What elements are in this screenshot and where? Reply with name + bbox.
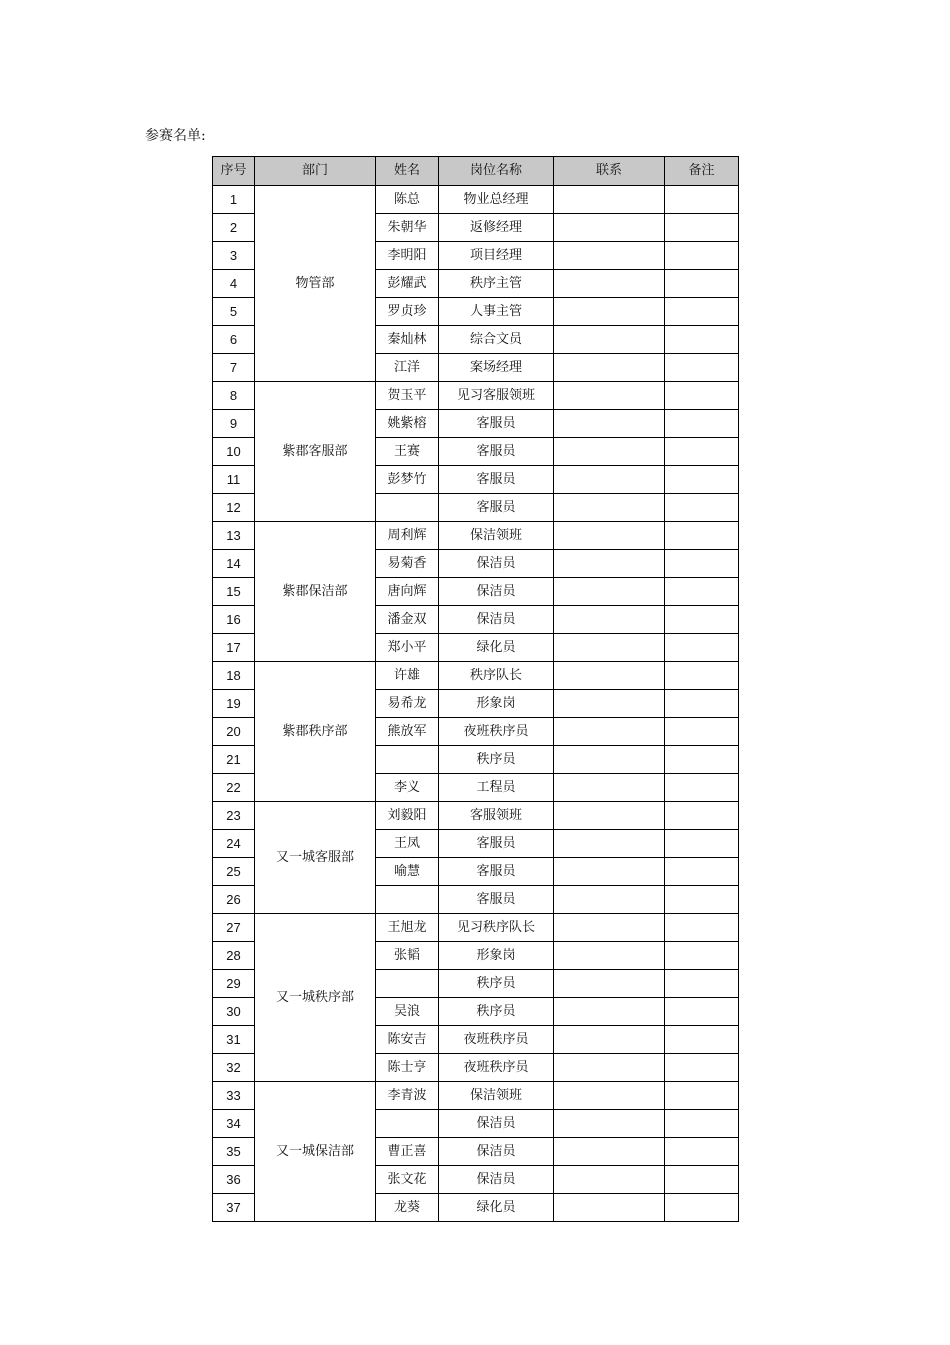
contact-cell bbox=[554, 242, 665, 270]
row-number: 37 bbox=[213, 1194, 255, 1222]
name-cell: 许雄 bbox=[376, 662, 439, 690]
remarks-cell bbox=[665, 270, 739, 298]
name-cell: 李明阳 bbox=[376, 242, 439, 270]
name-cell: 王旭龙 bbox=[376, 914, 439, 942]
remarks-cell bbox=[665, 354, 739, 382]
name-cell bbox=[376, 746, 439, 774]
table-row bbox=[213, 662, 739, 690]
name-cell bbox=[376, 970, 439, 998]
contact-cell bbox=[554, 1138, 665, 1166]
remarks-cell bbox=[665, 970, 739, 998]
row-number: 1 bbox=[213, 186, 255, 214]
position-cell: 保洁领班 bbox=[439, 522, 554, 550]
position-cell: 保洁员 bbox=[439, 606, 554, 634]
position-cell: 保洁员 bbox=[439, 1138, 554, 1166]
row-number: 21 bbox=[213, 746, 255, 774]
position-cell: 客服员 bbox=[439, 466, 554, 494]
name-cell: 王凤 bbox=[376, 830, 439, 858]
position-cell: 形象岗 bbox=[439, 942, 554, 970]
remarks-cell bbox=[665, 578, 739, 606]
remarks-cell bbox=[665, 466, 739, 494]
remarks-cell bbox=[665, 242, 739, 270]
name-cell: 张文花 bbox=[376, 1166, 439, 1194]
name-cell: 朱朝华 bbox=[376, 214, 439, 242]
name-cell: 罗贞珍 bbox=[376, 298, 439, 326]
contact-cell bbox=[554, 1110, 665, 1138]
row-number: 17 bbox=[213, 634, 255, 662]
row-number: 8 bbox=[213, 382, 255, 410]
remarks-cell bbox=[665, 830, 739, 858]
department-cell: 紫郡客服部 bbox=[255, 382, 376, 522]
page-title: 参赛名单: bbox=[145, 128, 206, 144]
remarks-cell bbox=[665, 522, 739, 550]
name-cell: 易希龙 bbox=[376, 690, 439, 718]
table-row bbox=[213, 802, 739, 830]
row-number: 28 bbox=[213, 942, 255, 970]
contact-cell bbox=[554, 774, 665, 802]
position-cell: 工程员 bbox=[439, 774, 554, 802]
remarks-cell bbox=[665, 186, 739, 214]
name-cell: 秦灿林 bbox=[376, 326, 439, 354]
remarks-cell bbox=[665, 802, 739, 830]
column-header-number: 序号 bbox=[213, 157, 255, 186]
position-cell: 项目经理 bbox=[439, 242, 554, 270]
position-cell: 客服员 bbox=[439, 886, 554, 914]
position-cell: 保洁员 bbox=[439, 1110, 554, 1138]
name-cell: 唐向辉 bbox=[376, 578, 439, 606]
remarks-cell bbox=[665, 326, 739, 354]
contact-cell bbox=[554, 1082, 665, 1110]
name-cell: 王赛 bbox=[376, 438, 439, 466]
row-number: 32 bbox=[213, 1054, 255, 1082]
row-number: 35 bbox=[213, 1138, 255, 1166]
position-cell: 保洁员 bbox=[439, 550, 554, 578]
position-cell: 客服员 bbox=[439, 858, 554, 886]
contact-cell bbox=[554, 410, 665, 438]
name-cell: 李义 bbox=[376, 774, 439, 802]
remarks-cell bbox=[665, 438, 739, 466]
contact-cell bbox=[554, 578, 665, 606]
remarks-cell bbox=[665, 718, 739, 746]
position-cell: 秩序员 bbox=[439, 746, 554, 774]
name-cell: 喻慧 bbox=[376, 858, 439, 886]
column-header-remarks: 备注 bbox=[665, 157, 739, 186]
name-cell: 易菊香 bbox=[376, 550, 439, 578]
contact-cell bbox=[554, 466, 665, 494]
name-cell: 彭耀武 bbox=[376, 270, 439, 298]
row-number: 27 bbox=[213, 914, 255, 942]
contact-cell bbox=[554, 214, 665, 242]
remarks-cell bbox=[665, 942, 739, 970]
position-cell: 客服员 bbox=[439, 494, 554, 522]
table-row bbox=[213, 522, 739, 550]
contact-cell bbox=[554, 942, 665, 970]
position-cell: 客服领班 bbox=[439, 802, 554, 830]
position-cell: 绿化员 bbox=[439, 1194, 554, 1222]
row-number: 33 bbox=[213, 1082, 255, 1110]
position-cell: 保洁员 bbox=[439, 578, 554, 606]
remarks-cell bbox=[665, 1026, 739, 1054]
column-header-name: 姓名 bbox=[376, 157, 439, 186]
remarks-cell bbox=[665, 1166, 739, 1194]
contact-cell bbox=[554, 606, 665, 634]
remarks-cell bbox=[665, 298, 739, 326]
position-cell: 客服员 bbox=[439, 830, 554, 858]
position-cell: 秩序主管 bbox=[439, 270, 554, 298]
department-cell: 又一城保洁部 bbox=[255, 1082, 376, 1222]
position-cell: 秩序员 bbox=[439, 970, 554, 998]
table-row bbox=[213, 382, 739, 410]
contact-cell bbox=[554, 718, 665, 746]
column-header-contact: 联系 bbox=[554, 157, 665, 186]
remarks-cell bbox=[665, 690, 739, 718]
name-cell: 李青波 bbox=[376, 1082, 439, 1110]
remarks-cell bbox=[665, 1194, 739, 1222]
contact-cell bbox=[554, 1194, 665, 1222]
department-cell: 又一城客服部 bbox=[255, 802, 376, 914]
remarks-cell bbox=[665, 662, 739, 690]
contact-cell bbox=[554, 550, 665, 578]
row-number: 7 bbox=[213, 354, 255, 382]
remarks-cell bbox=[665, 746, 739, 774]
row-number: 5 bbox=[213, 298, 255, 326]
row-number: 3 bbox=[213, 242, 255, 270]
position-cell: 保洁领班 bbox=[439, 1082, 554, 1110]
roster-table bbox=[212, 156, 739, 1222]
position-cell: 物业总经理 bbox=[439, 186, 554, 214]
row-number: 14 bbox=[213, 550, 255, 578]
column-header-position: 岗位名称 bbox=[439, 157, 554, 186]
row-number: 24 bbox=[213, 830, 255, 858]
position-cell: 返修经理 bbox=[439, 214, 554, 242]
contact-cell bbox=[554, 354, 665, 382]
name-cell: 张韬 bbox=[376, 942, 439, 970]
position-cell: 绿化员 bbox=[439, 634, 554, 662]
contact-cell bbox=[554, 746, 665, 774]
contact-cell bbox=[554, 998, 665, 1026]
name-cell: 江洋 bbox=[376, 354, 439, 382]
remarks-cell bbox=[665, 1110, 739, 1138]
row-number: 23 bbox=[213, 802, 255, 830]
name-cell: 曹正喜 bbox=[376, 1138, 439, 1166]
position-cell: 秩序员 bbox=[439, 998, 554, 1026]
name-cell bbox=[376, 494, 439, 522]
name-cell: 周利辉 bbox=[376, 522, 439, 550]
name-cell: 熊放军 bbox=[376, 718, 439, 746]
department-cell: 物管部 bbox=[255, 186, 376, 382]
contact-cell bbox=[554, 970, 665, 998]
contact-cell bbox=[554, 270, 665, 298]
position-cell: 夜班秩序员 bbox=[439, 718, 554, 746]
name-cell: 陈安吉 bbox=[376, 1026, 439, 1054]
row-number: 36 bbox=[213, 1166, 255, 1194]
position-cell: 人事主管 bbox=[439, 298, 554, 326]
remarks-cell bbox=[665, 1054, 739, 1082]
remarks-cell bbox=[665, 1138, 739, 1166]
department-cell: 紫郡秩序部 bbox=[255, 662, 376, 802]
contact-cell bbox=[554, 802, 665, 830]
contact-cell bbox=[554, 326, 665, 354]
position-cell: 见习客服领班 bbox=[439, 382, 554, 410]
name-cell: 潘金双 bbox=[376, 606, 439, 634]
contact-cell bbox=[554, 186, 665, 214]
contact-cell bbox=[554, 886, 665, 914]
position-cell: 案场经理 bbox=[439, 354, 554, 382]
position-cell: 综合文员 bbox=[439, 326, 554, 354]
remarks-cell bbox=[665, 494, 739, 522]
contact-cell bbox=[554, 382, 665, 410]
row-number: 15 bbox=[213, 578, 255, 606]
remarks-cell bbox=[665, 914, 739, 942]
remarks-cell bbox=[665, 382, 739, 410]
row-number: 31 bbox=[213, 1026, 255, 1054]
row-number: 16 bbox=[213, 606, 255, 634]
position-cell: 保洁员 bbox=[439, 1166, 554, 1194]
row-number: 29 bbox=[213, 970, 255, 998]
roster-body bbox=[213, 186, 739, 1222]
position-cell: 夜班秩序员 bbox=[439, 1026, 554, 1054]
name-cell: 彭梦竹 bbox=[376, 466, 439, 494]
remarks-cell bbox=[665, 858, 739, 886]
position-cell: 形象岗 bbox=[439, 690, 554, 718]
name-cell: 郑小平 bbox=[376, 634, 439, 662]
row-number: 9 bbox=[213, 410, 255, 438]
remarks-cell bbox=[665, 606, 739, 634]
remarks-cell bbox=[665, 886, 739, 914]
row-number: 20 bbox=[213, 718, 255, 746]
column-header-department: 部门 bbox=[255, 157, 376, 186]
name-cell: 刘毅阳 bbox=[376, 802, 439, 830]
remarks-cell bbox=[665, 1082, 739, 1110]
contact-cell bbox=[554, 858, 665, 886]
remarks-cell bbox=[665, 550, 739, 578]
name-cell bbox=[376, 1110, 439, 1138]
remarks-cell bbox=[665, 214, 739, 242]
remarks-cell bbox=[665, 998, 739, 1026]
row-number: 4 bbox=[213, 270, 255, 298]
position-cell: 秩序队长 bbox=[439, 662, 554, 690]
name-cell: 陈士亨 bbox=[376, 1054, 439, 1082]
remarks-cell bbox=[665, 774, 739, 802]
contact-cell bbox=[554, 662, 665, 690]
row-number: 18 bbox=[213, 662, 255, 690]
header-row bbox=[213, 157, 739, 186]
contact-cell bbox=[554, 830, 665, 858]
department-cell: 紫郡保洁部 bbox=[255, 522, 376, 662]
table-row bbox=[213, 1082, 739, 1110]
remarks-cell bbox=[665, 634, 739, 662]
contact-cell bbox=[554, 438, 665, 466]
row-number: 11 bbox=[213, 466, 255, 494]
contact-cell bbox=[554, 494, 665, 522]
remarks-cell bbox=[665, 410, 739, 438]
name-cell: 龙葵 bbox=[376, 1194, 439, 1222]
position-cell: 客服员 bbox=[439, 410, 554, 438]
row-number: 2 bbox=[213, 214, 255, 242]
contact-cell bbox=[554, 522, 665, 550]
name-cell: 吴浪 bbox=[376, 998, 439, 1026]
row-number: 25 bbox=[213, 858, 255, 886]
row-number: 22 bbox=[213, 774, 255, 802]
table-row bbox=[213, 186, 739, 214]
contact-cell bbox=[554, 634, 665, 662]
contact-cell bbox=[554, 1054, 665, 1082]
row-number: 12 bbox=[213, 494, 255, 522]
row-number: 19 bbox=[213, 690, 255, 718]
contact-cell bbox=[554, 298, 665, 326]
position-cell: 夜班秩序员 bbox=[439, 1054, 554, 1082]
name-cell: 贺玉平 bbox=[376, 382, 439, 410]
row-number: 26 bbox=[213, 886, 255, 914]
contact-cell bbox=[554, 914, 665, 942]
contact-cell bbox=[554, 690, 665, 718]
row-number: 10 bbox=[213, 438, 255, 466]
position-cell: 客服员 bbox=[439, 438, 554, 466]
position-cell: 见习秩序队长 bbox=[439, 914, 554, 942]
name-cell bbox=[376, 886, 439, 914]
name-cell: 姚紫榕 bbox=[376, 410, 439, 438]
name-cell: 陈总 bbox=[376, 186, 439, 214]
contact-cell bbox=[554, 1026, 665, 1054]
table-row bbox=[213, 914, 739, 942]
department-cell: 又一城秩序部 bbox=[255, 914, 376, 1082]
contact-cell bbox=[554, 1166, 665, 1194]
row-number: 30 bbox=[213, 998, 255, 1026]
row-number: 6 bbox=[213, 326, 255, 354]
row-number: 34 bbox=[213, 1110, 255, 1138]
row-number: 13 bbox=[213, 522, 255, 550]
